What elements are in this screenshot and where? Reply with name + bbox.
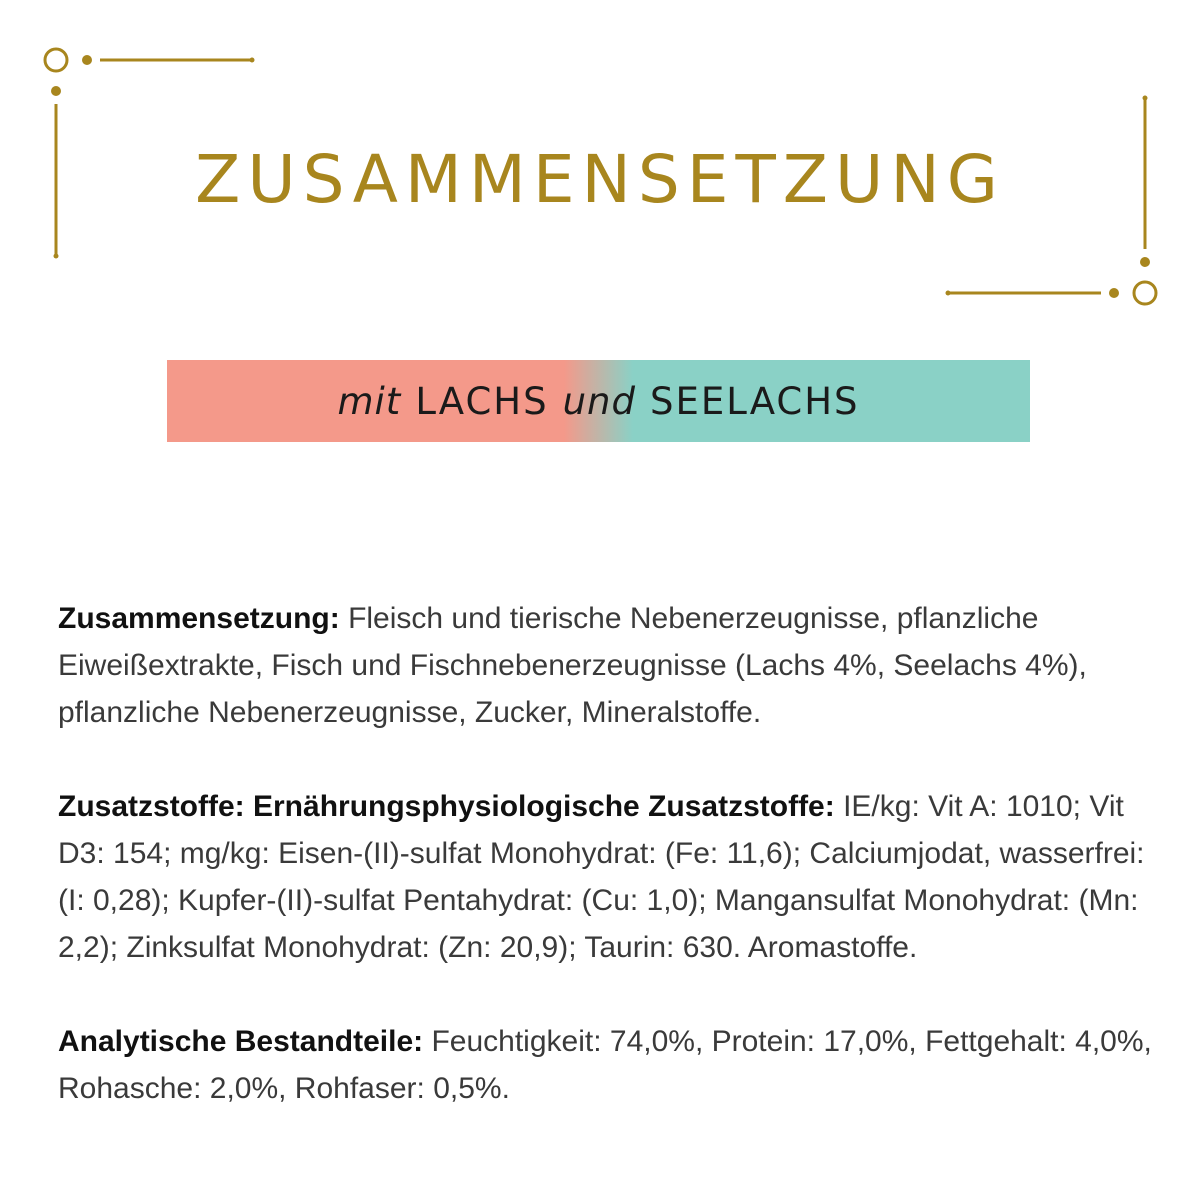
banner-word-mit: mit xyxy=(337,379,402,423)
banner-word-und: und xyxy=(562,379,636,423)
page-title: ZUSAMMENSETZUNG xyxy=(195,141,1005,218)
analytical-paragraph xyxy=(58,1018,1158,1112)
analytical-label: Analytische Bestandteile: xyxy=(58,1025,424,1058)
banner-word-seelachs: SEELACHS xyxy=(650,379,860,423)
banner-word-lachs: LACHS xyxy=(415,379,549,423)
composition-text: Fleisch und tierische Nebenerzeugnisse, pflanzliche Eiweißextrakte, Fisch und Fischnebenerzeugnisse (Lachs 4%, Seelachs 4%), pflanzliche Nebenerzeugnisse, Zucker, Mineralstoffe. xyxy=(58,602,1087,729)
composition-paragraph xyxy=(58,595,1158,736)
analytical-text: Feuchtigkeit: 74,0%, Protein: 17,0%, Fettgehalt: 4,0%, Rohasche: 2,0%, Rohfaser: 0,5%. xyxy=(58,1025,1152,1105)
additives-text: IE/kg: Vit A: 1010; Vit D3: 154; mg/kg: Eisen-(II)-sulfat Monohydrat: (Fe: 11,6); Calciumjodat, wasserfrei: (I: 0,28); Kupfer-(II)-sulfat Pentahydrat: (Cu: 1,0); Mangansulfat Monohydrat: (Mn: 2,2); Zinksulfat Monohydrat: (Zn: 20,9); Taurin: 630. Aromastoffe. xyxy=(58,790,1145,964)
ingredients-content xyxy=(58,595,1158,1159)
flavor-banner xyxy=(167,360,1030,442)
additives-label: Zusatzstoffe: Ernährungsphysiologische Zusatzstoffe: xyxy=(58,790,835,823)
composition-label: Zusammensetzung: xyxy=(58,602,340,635)
additives-paragraph xyxy=(58,783,1158,971)
